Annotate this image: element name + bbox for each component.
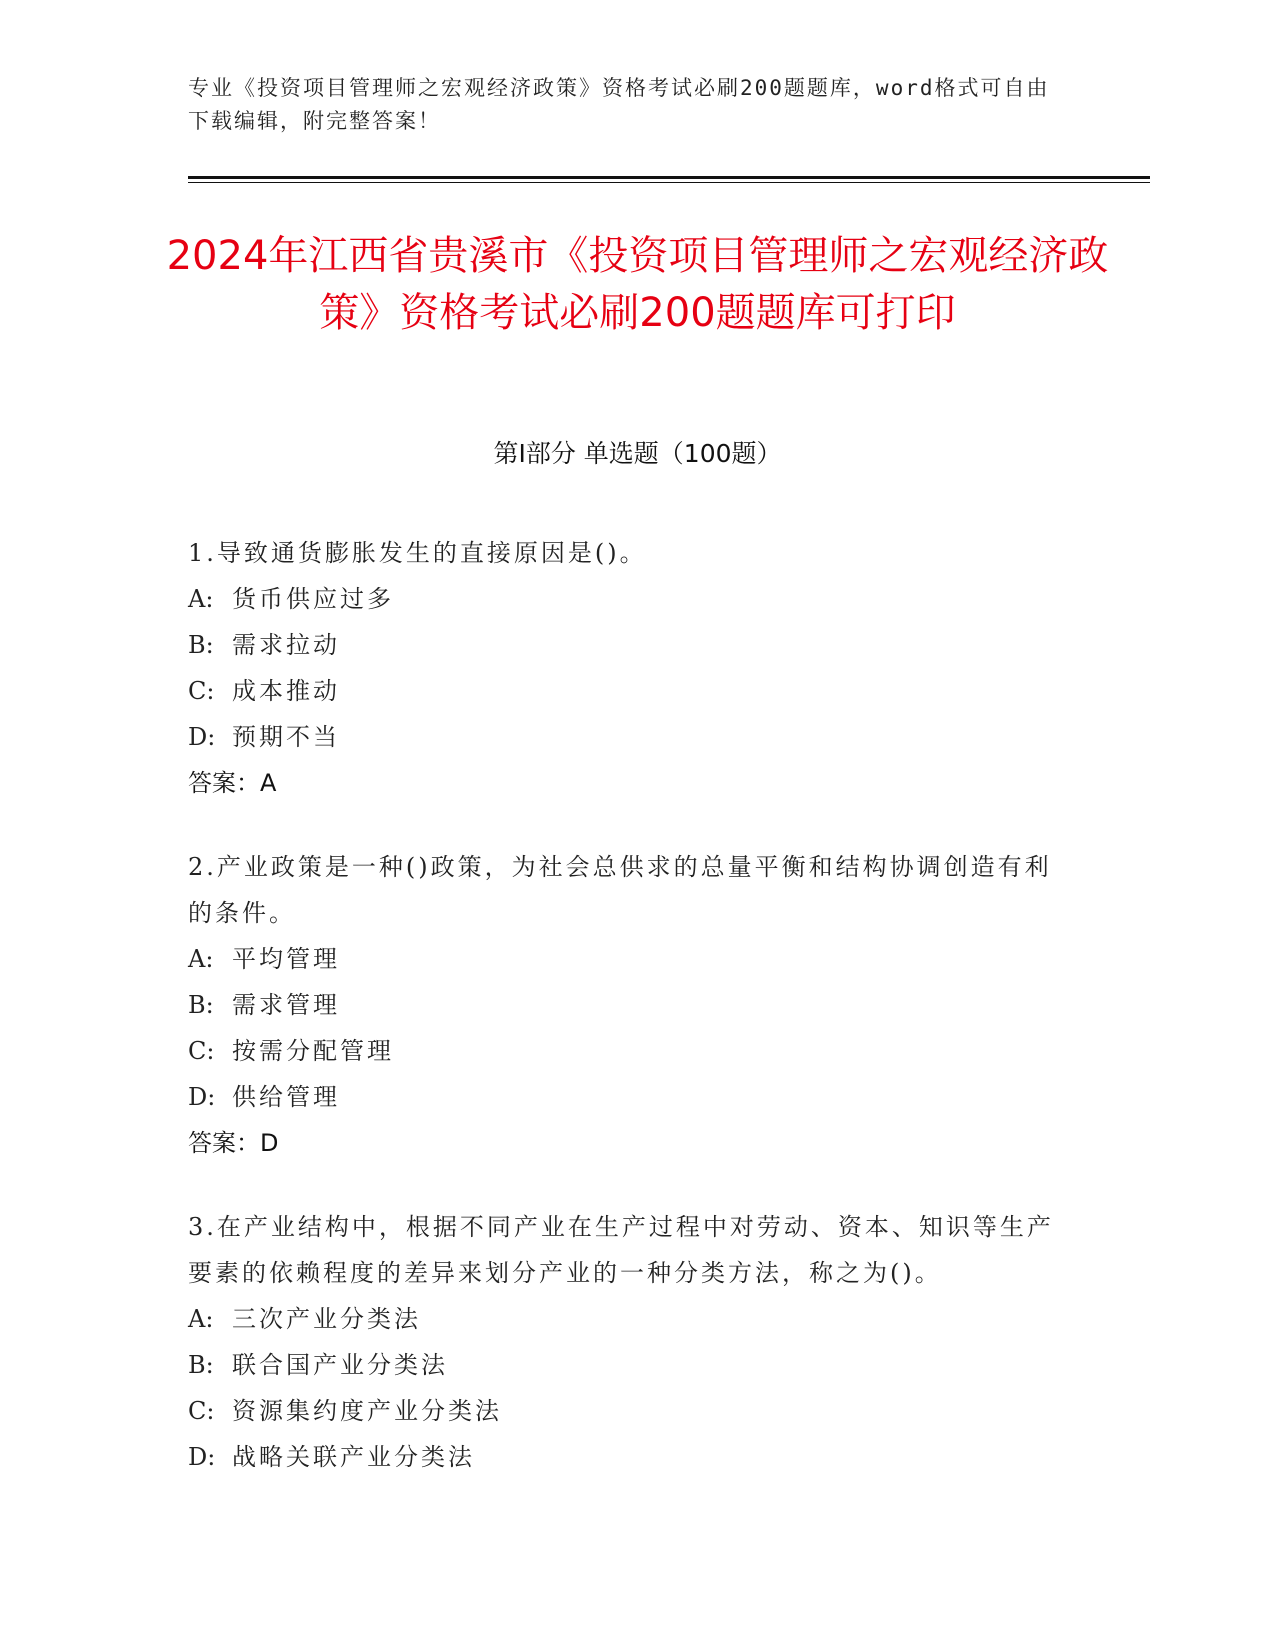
option-text: 资源集约度产业分类法 [232,1397,502,1425]
option-b [188,982,1068,1028]
document-title: 2024年江西省贵溪市《投资项目管理师之宏观经济政策》资格考试必刷200题题库可打印 [166,233,1109,336]
question-stem: 2.产业政策是一种()政策，为社会总供求的总量平衡和结构协调创造有利的条件。 [188,853,1052,927]
option-d [188,1434,1068,1480]
option-c [188,668,1068,714]
option-letter: B: [188,631,214,659]
option-b [188,1342,1068,1388]
option-text: 成本推动 [232,677,340,705]
option-b [188,622,1068,668]
option-letter: A: [188,1305,214,1333]
option-c [188,1028,1068,1074]
option-text: 需求拉动 [232,631,340,659]
option-letter: D: [188,1083,216,1111]
option-letter: B: [188,1351,214,1379]
option-text: 按需分配管理 [232,1037,394,1065]
option-text: 货币供应过多 [232,585,394,613]
question-stem: 1.导致通货膨胀发生的直接原因是()。 [188,539,647,567]
option-letter: C: [188,1397,215,1425]
option-letter: D: [188,1443,216,1471]
option-letter: A: [188,585,214,613]
option-text: 三次产业分类法 [232,1305,421,1333]
option-letter: A: [188,945,214,973]
header-rule-thin [188,182,1150,183]
section-heading: 第Ⅰ部分 单选题（100题） [493,439,782,468]
header-rule-thick [188,176,1150,179]
answer-line: 答案：D [188,1129,279,1157]
option-c [188,1388,1068,1434]
option-a [188,1296,1068,1342]
option-text: 预期不当 [232,723,340,751]
option-d [188,1074,1068,1120]
option-text: 需求管理 [232,991,340,1019]
option-a [188,936,1068,982]
option-text: 联合国产业分类法 [232,1351,448,1379]
option-a [188,576,1068,622]
option-text: 战略关联产业分类法 [232,1443,475,1471]
question-3 [188,1204,1068,1480]
option-d [188,714,1068,760]
option-letter: B: [188,991,214,1019]
answer-line: 答案：A [188,769,277,797]
question-list [188,530,1068,1518]
question-stem: 3.在产业结构中，根据不同产业在生产过程中对劳动、资本、知识等生产要素的依赖程度的差异来划分产业的一种分类方法，称之为()。 [188,1213,1054,1287]
option-letter: C: [188,1037,215,1065]
header-note: 专业《投资项目管理师之宏观经济政策》资格考试必刷200题题库，word格式可自由下载编辑，附完整答案！ [188,76,1050,133]
option-text: 供给管理 [232,1083,340,1111]
option-letter: D: [188,723,216,751]
question-1 [188,530,1068,806]
option-text: 平均管理 [232,945,340,973]
option-letter: C: [188,677,215,705]
question-2 [188,844,1068,1166]
